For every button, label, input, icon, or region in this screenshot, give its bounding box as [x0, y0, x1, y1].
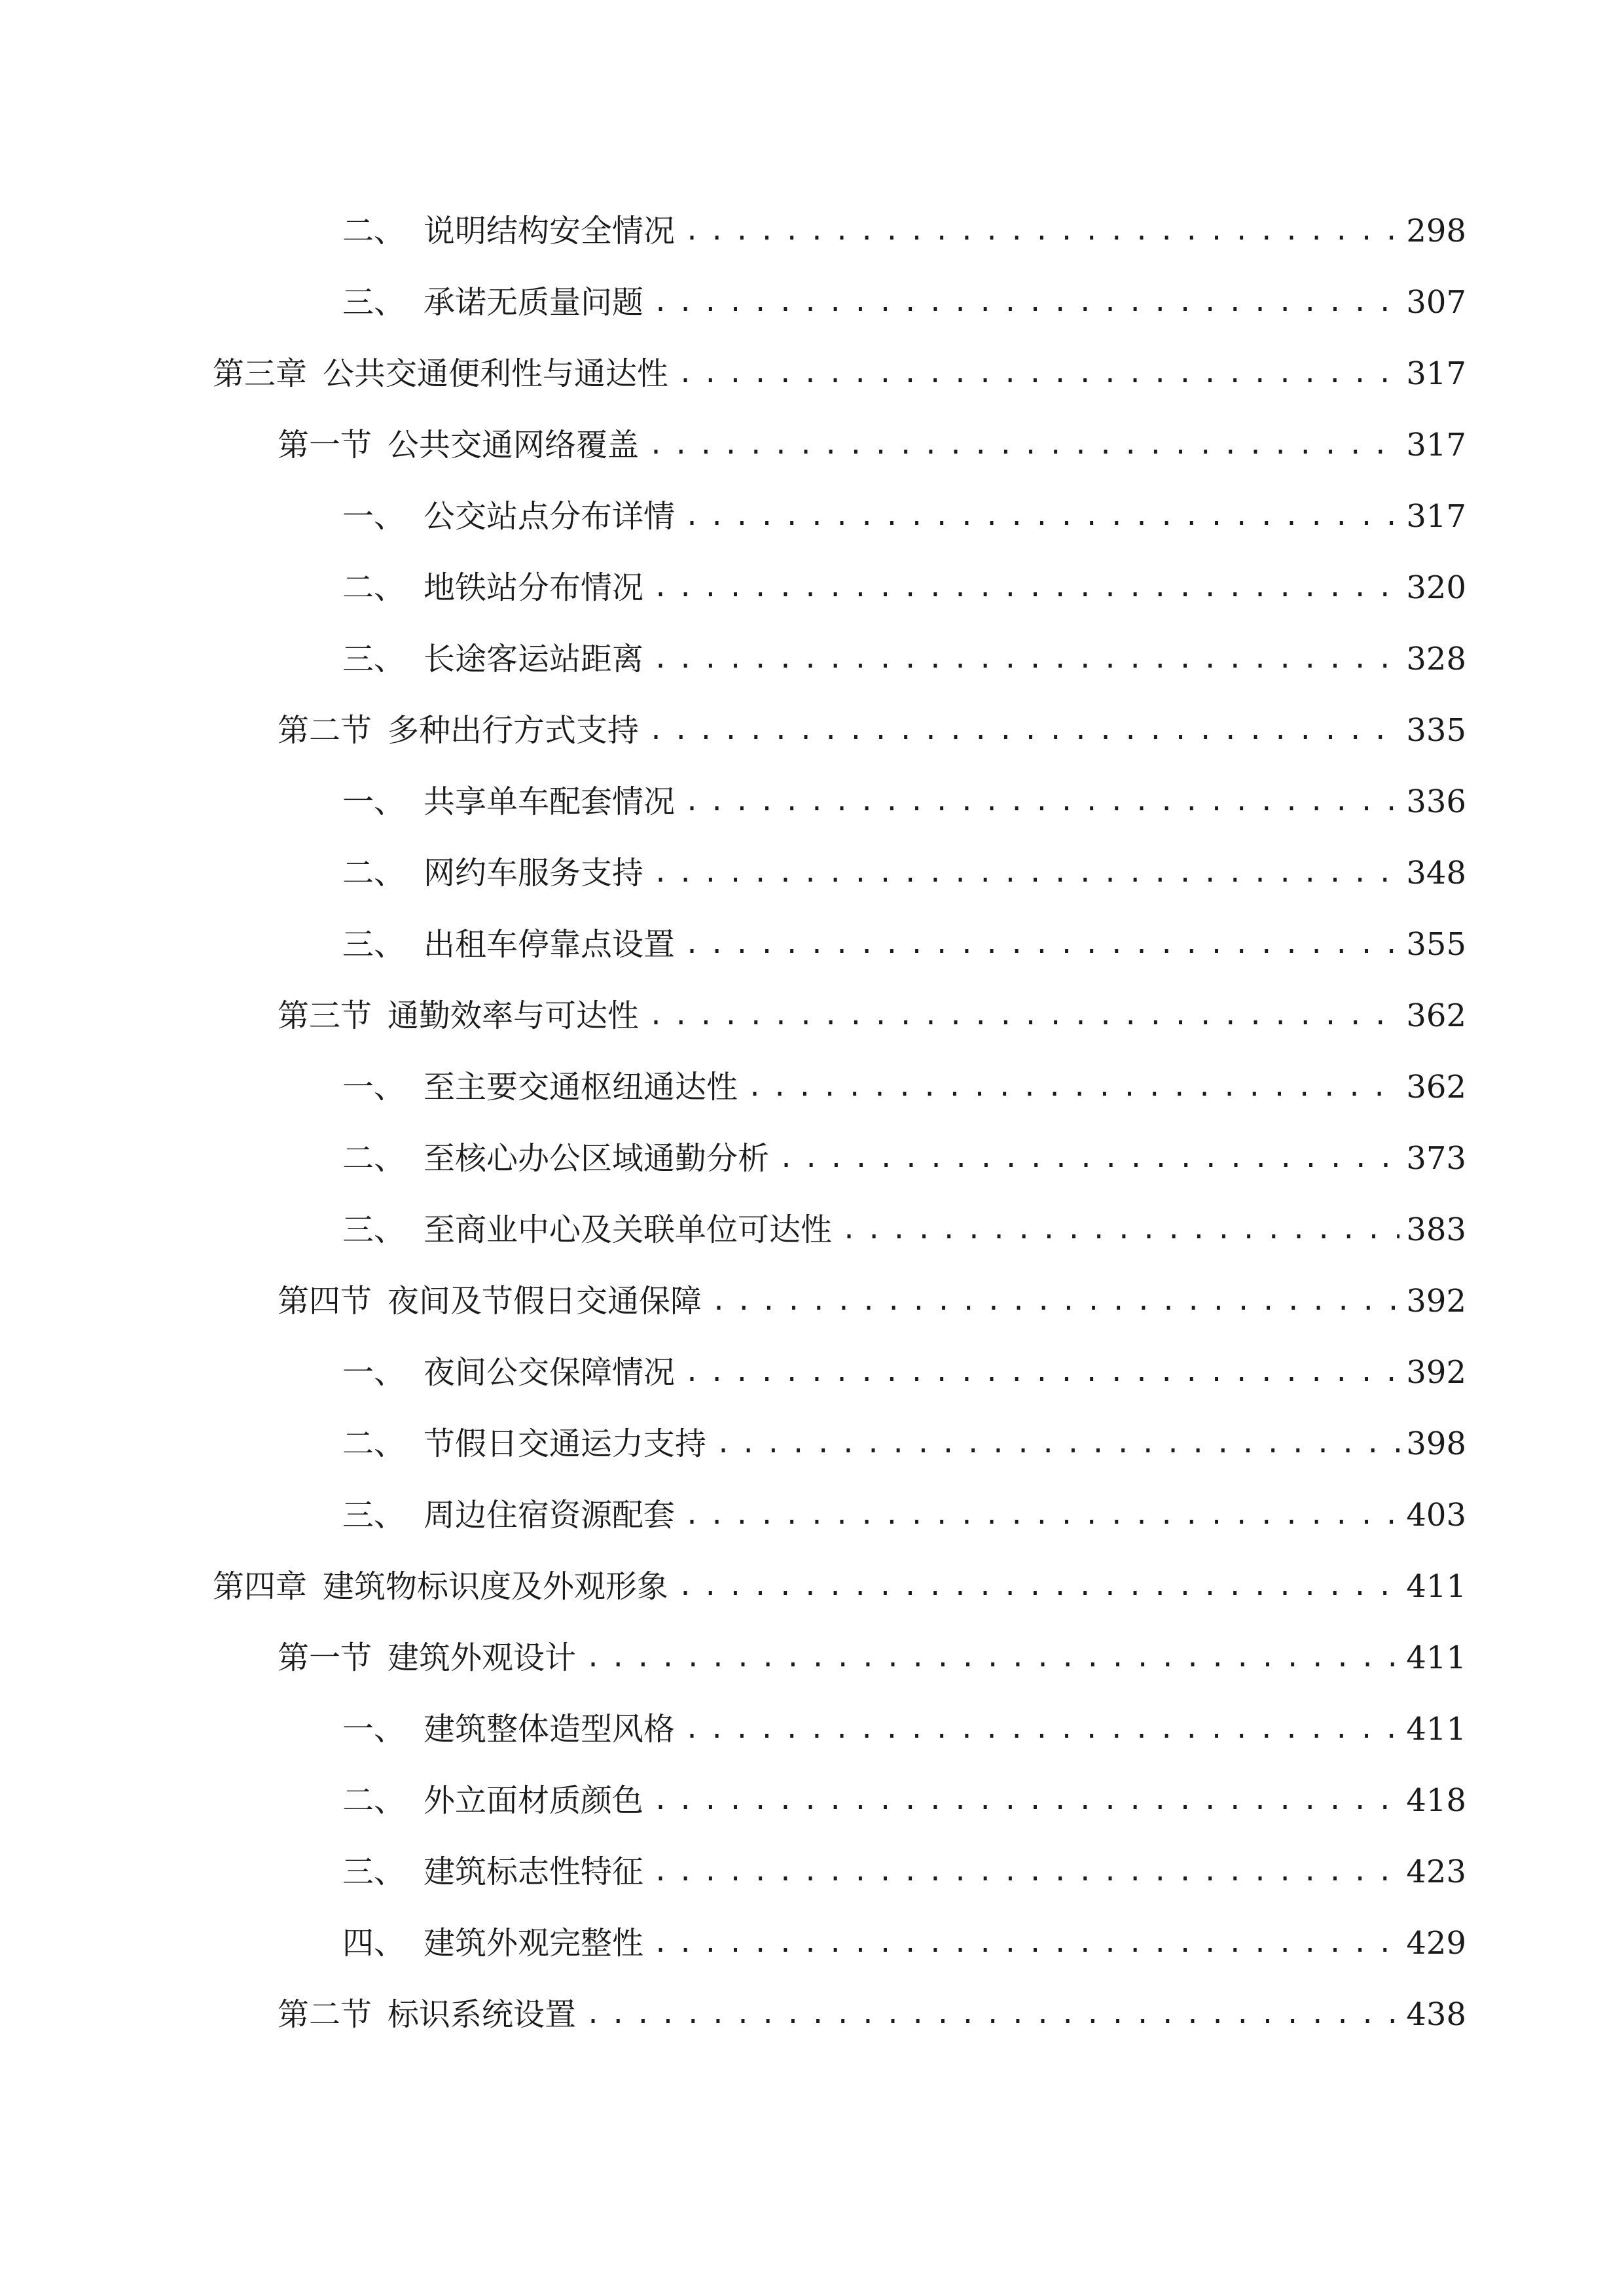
toc-entry-number: 三、	[342, 1496, 406, 1534]
toc-page-number: 328	[1406, 640, 1466, 677]
toc-dot-leader	[653, 1785, 1399, 1816]
toc-page-number: 373	[1406, 1139, 1466, 1177]
toc-entry-number: 一、	[342, 1068, 406, 1105]
toc-entry-number: 一、	[342, 1710, 406, 1748]
toc-entry-number: 第一节	[278, 426, 372, 463]
toc-dot-leader	[585, 1999, 1399, 2030]
toc-dot-leader	[684, 215, 1399, 247]
toc-entry-number: 三、	[342, 925, 406, 963]
toc-entry-number: 三、	[342, 640, 406, 677]
toc-entry-title: 建筑整体造型风格	[424, 1710, 676, 1748]
toc-dot-leader	[653, 857, 1399, 889]
toc-entry-title: 网约车服务支持	[424, 854, 644, 891]
toc-entry-title: 至主要交通枢纽通达性	[424, 1068, 738, 1105]
toc-entry-number: 一、	[342, 1354, 406, 1391]
toc-page-number: 317	[1406, 426, 1466, 463]
toc-entry-number: 第四节	[278, 1282, 372, 1319]
toc-entry-number: 二、	[342, 1139, 406, 1177]
toc-section-entry[interactable]	[0, 1622, 1624, 1693]
toc-entry-title: 标识系统设置	[388, 1996, 577, 2033]
toc-entry-number: 一、	[342, 783, 406, 820]
toc-page-number: 423	[1406, 1853, 1466, 1890]
toc-page-number: 429	[1406, 1924, 1466, 1962]
toc-page-number: 383	[1406, 1211, 1466, 1248]
toc-entry-title: 夜间公交保障情况	[424, 1354, 676, 1391]
toc-dot-leader	[653, 287, 1399, 318]
toc-dot-leader	[684, 786, 1399, 817]
toc-dot-leader	[841, 1214, 1399, 1246]
toc-entry-number: 四、	[342, 1924, 406, 1962]
toc-section-entry[interactable]	[0, 1265, 1624, 1336]
toc-page-number: 336	[1406, 783, 1466, 820]
toc-entry-title: 至商业中心及关联单位可达性	[424, 1211, 833, 1248]
toc-entry-number: 二、	[342, 212, 406, 249]
toc-entry-title: 建筑物标识度及外观形象	[323, 1568, 669, 1605]
toc-subsection-entry[interactable]	[0, 1479, 1624, 1551]
toc-entry-title: 承诺无质量问题	[424, 283, 644, 321]
toc-dot-leader	[711, 1285, 1399, 1317]
toc-entry-number: 二、	[342, 569, 406, 606]
toc-page-number: 411	[1406, 1568, 1466, 1605]
toc-page-number: 348	[1406, 854, 1466, 891]
toc-dot-leader	[653, 1856, 1399, 1888]
toc-entry-title: 至核心办公区域通勤分析	[424, 1139, 770, 1177]
toc-dot-leader	[648, 715, 1399, 746]
toc-entry-title: 说明结构安全情况	[424, 212, 676, 249]
toc-entry-title: 公共交通网络覆盖	[388, 426, 640, 463]
toc-dot-leader	[653, 643, 1399, 675]
toc-entry-number: 一、	[342, 497, 406, 535]
table-of-contents	[0, 195, 1624, 2050]
toc-dot-leader	[677, 1571, 1399, 1602]
toc-page-number: 418	[1406, 1782, 1466, 1819]
toc-subsection-entry[interactable]	[0, 766, 1624, 837]
toc-entry-number: 第二节	[278, 711, 372, 749]
toc-subsection-entry[interactable]	[0, 1693, 1624, 1765]
toc-entry-number: 第三节	[278, 997, 372, 1034]
toc-page-number: 335	[1406, 711, 1466, 749]
toc-dot-leader	[684, 929, 1399, 960]
toc-subsection-entry[interactable]	[0, 1408, 1624, 1479]
toc-page-number: 320	[1406, 569, 1466, 606]
toc-page-number: 362	[1406, 1068, 1466, 1105]
toc-page-number: 317	[1406, 497, 1466, 535]
toc-entry-title: 建筑外观完整性	[424, 1924, 644, 1962]
toc-subsection-entry[interactable]	[0, 623, 1624, 694]
toc-dot-leader	[684, 1357, 1399, 1388]
toc-dot-leader	[585, 1642, 1399, 1674]
toc-dot-leader	[747, 1071, 1399, 1103]
toc-entry-number: 二、	[342, 1425, 406, 1462]
toc-dot-leader	[715, 1428, 1399, 1460]
toc-entry-title: 公共交通便利性与通达性	[323, 355, 669, 392]
toc-page-number: 398	[1406, 1425, 1466, 1462]
toc-subsection-entry[interactable]	[0, 1907, 1624, 1979]
toc-entry-number: 第一节	[278, 1639, 372, 1676]
toc-subsection-entry[interactable]	[0, 195, 1624, 266]
toc-subsection-entry[interactable]	[0, 1765, 1624, 1836]
toc-entry-title: 外立面材质颜色	[424, 1782, 644, 1819]
toc-page-number: 355	[1406, 925, 1466, 963]
toc-dot-leader	[677, 358, 1399, 389]
toc-subsection-entry[interactable]	[0, 1051, 1624, 1122]
toc-entry-title: 夜间及节假日交通保障	[388, 1282, 702, 1319]
toc-section-entry[interactable]	[0, 980, 1624, 1051]
toc-subsection-entry[interactable]	[0, 1122, 1624, 1194]
toc-page-number: 307	[1406, 283, 1466, 321]
toc-section-entry[interactable]	[0, 409, 1624, 480]
toc-page-number: 298	[1406, 212, 1466, 249]
toc-dot-leader	[684, 1499, 1399, 1531]
toc-chapter-entry[interactable]	[0, 338, 1624, 409]
toc-entry-title: 多种出行方式支持	[388, 711, 640, 749]
toc-page-number: 317	[1406, 355, 1466, 392]
toc-entry-title: 地铁站分布情况	[424, 569, 644, 606]
toc-entry-title: 出租车停靠点设置	[424, 925, 676, 963]
toc-entry-number: 三、	[342, 1211, 406, 1248]
toc-entry-number: 三、	[342, 1853, 406, 1890]
toc-entry-title: 节假日交通运力支持	[424, 1425, 707, 1462]
toc-subsection-entry[interactable]	[0, 1194, 1624, 1265]
toc-entry-title: 公交站点分布详情	[424, 497, 676, 535]
toc-subsection-entry[interactable]	[0, 480, 1624, 552]
toc-page-number: 403	[1406, 1496, 1466, 1534]
toc-chapter-entry[interactable]	[0, 1551, 1624, 1622]
toc-dot-leader	[648, 1000, 1399, 1031]
toc-entry-number: 二、	[342, 1782, 406, 1819]
toc-subsection-entry[interactable]	[0, 1336, 1624, 1408]
toc-entry-number: 二、	[342, 854, 406, 891]
toc-page-number: 392	[1406, 1282, 1466, 1319]
toc-entry-title: 通勤效率与可达性	[388, 997, 640, 1034]
toc-subsection-entry[interactable]	[0, 837, 1624, 908]
toc-page-number: 411	[1406, 1639, 1466, 1676]
toc-dot-leader	[684, 501, 1399, 532]
toc-subsection-entry[interactable]	[0, 266, 1624, 338]
toc-subsection-entry[interactable]	[0, 552, 1624, 623]
toc-page-number: 362	[1406, 997, 1466, 1034]
toc-subsection-entry[interactable]	[0, 1836, 1624, 1907]
toc-page-number: 392	[1406, 1354, 1466, 1391]
toc-entry-number: 第四章	[213, 1568, 308, 1605]
toc-entry-title: 长途客运站距离	[424, 640, 644, 677]
toc-section-entry[interactable]	[0, 1979, 1624, 2050]
toc-dot-leader	[648, 429, 1399, 461]
toc-section-entry[interactable]	[0, 694, 1624, 766]
toc-dot-leader	[778, 1143, 1399, 1174]
toc-entry-number: 第二节	[278, 1996, 372, 2033]
toc-page-number: 438	[1406, 1996, 1466, 2033]
toc-subsection-entry[interactable]	[0, 908, 1624, 980]
toc-entry-number: 第三章	[213, 355, 308, 392]
toc-dot-leader	[684, 1713, 1399, 1745]
toc-entry-title: 共享单车配套情况	[424, 783, 676, 820]
toc-entry-number: 三、	[342, 283, 406, 321]
toc-entry-title: 建筑标志性特征	[424, 1853, 644, 1890]
toc-entry-title: 周边住宿资源配套	[424, 1496, 676, 1534]
toc-entry-title: 建筑外观设计	[388, 1639, 577, 1676]
toc-dot-leader	[653, 1928, 1399, 1959]
toc-page-number: 411	[1406, 1710, 1466, 1748]
toc-dot-leader	[653, 572, 1399, 603]
